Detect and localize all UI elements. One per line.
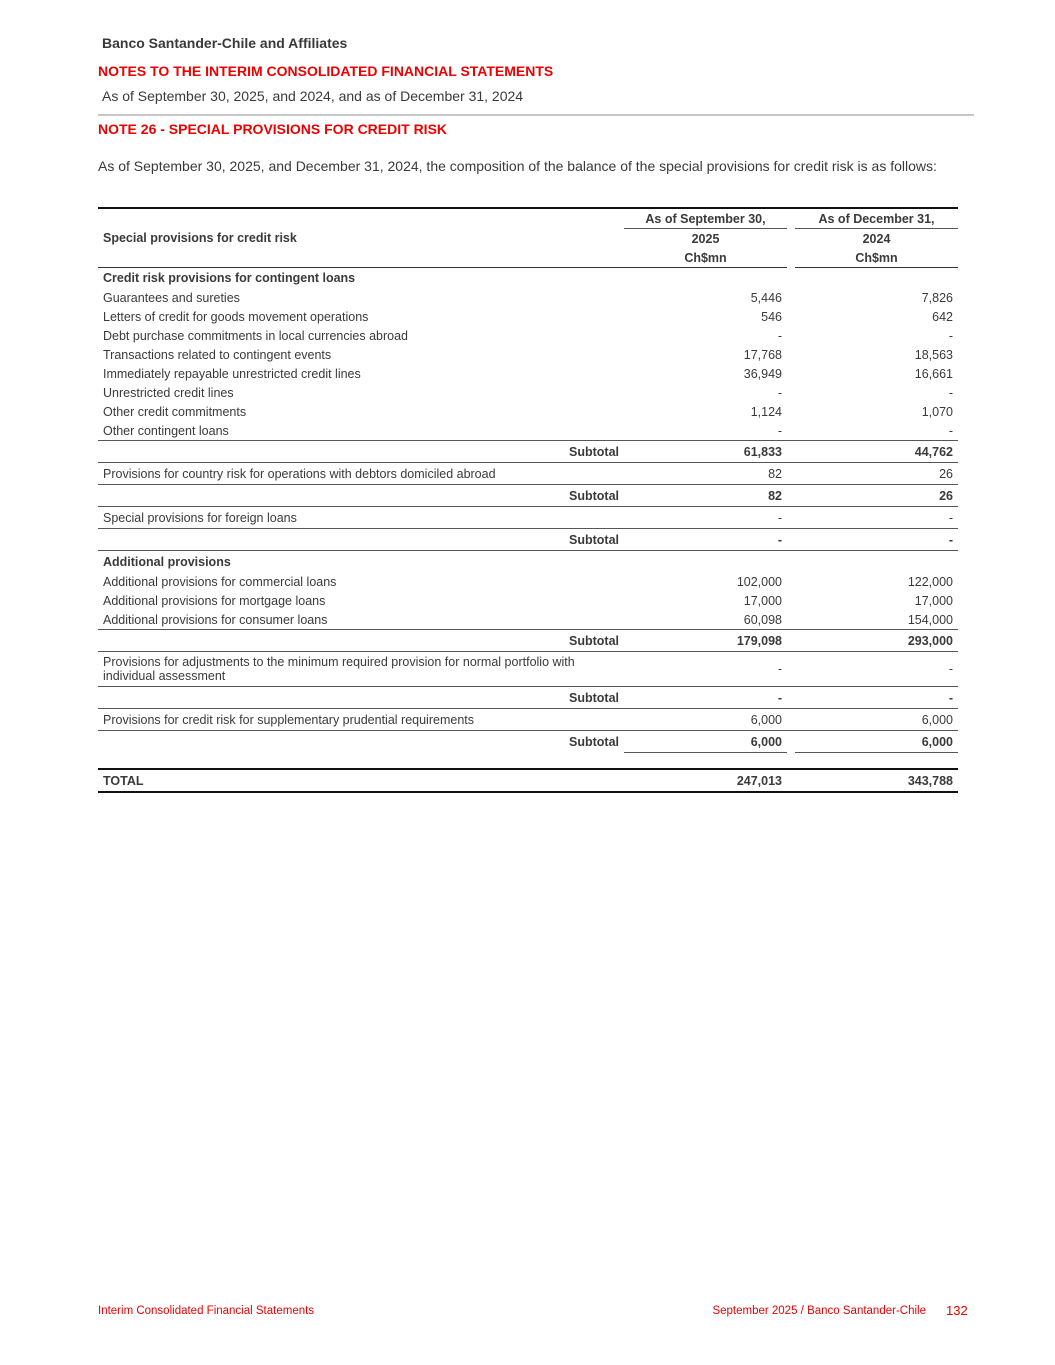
row-label: Debt purchase commitments in local currencies abroad — [103, 328, 408, 343]
row-value-2025: 82 — [624, 463, 787, 485]
subtotal-value-2025: - — [624, 687, 787, 709]
row-label: Provisions for country risk for operations with debtors domiciled abroad — [98, 463, 624, 485]
note-title: NOTE 26 - SPECIAL PROVISIONS FOR CREDIT RISK — [98, 121, 448, 137]
header-divider — [98, 114, 974, 116]
subtotal-value-2025: 179,098 — [624, 630, 787, 652]
subtotal-row — [98, 441, 958, 463]
subtotal-row — [98, 731, 958, 753]
row-label: Transactions related to contingent events — [103, 347, 332, 362]
subtotal-value-2024: 26 — [795, 485, 958, 507]
table-row — [98, 610, 958, 630]
row-label: Other contingent loans — [103, 423, 229, 438]
row-label: Other credit commitments — [103, 404, 247, 419]
row-label: Letters of credit for goods movement operations — [103, 309, 369, 324]
as-of-subtitle: As of September 30, 2025, and 2024, and as of December 31, 2024 — [102, 88, 524, 104]
group-title-row — [98, 551, 958, 573]
subtotal-label: Subtotal — [98, 630, 624, 652]
table-row — [98, 364, 958, 383]
subtotal-row — [98, 630, 958, 652]
group-title: Additional provisions — [98, 551, 624, 573]
header-col1-period: As of September 30, — [624, 208, 787, 229]
company-name: Banco Santander-Chile and Affiliates — [102, 35, 348, 51]
subtotal-label: Subtotal — [98, 731, 624, 753]
row-label: Immediately repayable unrestricted credit lines — [103, 366, 361, 381]
group-title-row — [98, 268, 958, 289]
row-label: Additional provisions for mortgage loans — [103, 593, 326, 608]
table-row — [98, 307, 958, 326]
subtotal-row — [98, 687, 958, 709]
notes-title: NOTES TO THE INTERIM CONSOLIDATED FINANCIAL STATEMENTS — [98, 63, 554, 79]
table-row — [98, 463, 958, 485]
table-row — [98, 326, 958, 345]
row-value-2024: 26 — [795, 463, 958, 485]
footer-separator: / — [797, 1305, 808, 1317]
row-value-2024: 16,661 — [914, 366, 953, 381]
provisions-table — [98, 207, 958, 793]
row-value-2025: 60,098 — [743, 612, 782, 627]
row-value-2024: 642 — [932, 309, 953, 324]
total-value-2025: 247,013 — [624, 769, 787, 792]
row-value-2024: - — [948, 328, 953, 343]
subtotal-row — [98, 529, 958, 551]
row-value-2024: - — [948, 385, 953, 400]
row-label: Guarantees and sureties — [103, 290, 240, 305]
subtotal-label: Subtotal — [98, 687, 624, 709]
row-value-2024: 7,826 — [921, 290, 953, 305]
row-value-2024: 154,000 — [907, 612, 953, 627]
subtotal-value-2025: - — [624, 529, 787, 551]
subtotal-value-2025: 82 — [624, 485, 787, 507]
header-col1-year: 2025 — [691, 231, 720, 246]
header-col2-year: 2024 — [862, 231, 891, 246]
subtotal-value-2024: 44,762 — [795, 441, 958, 463]
row-value-2024: - — [795, 507, 958, 529]
row-value-2025: 6,000 — [624, 709, 787, 731]
table-row — [98, 709, 958, 731]
footer-document-title: Interim Consolidated Financial Statements — [98, 1305, 315, 1317]
table-row — [98, 591, 958, 610]
subtotal-value-2024: 293,000 — [795, 630, 958, 652]
row-label: Special provisions for foreign loans — [98, 507, 624, 529]
row-label: Additional provisions for consumer loans — [103, 612, 328, 627]
row-value-2025: 546 — [761, 309, 782, 324]
subtotal-value-2024: - — [795, 529, 958, 551]
table-row — [98, 383, 958, 402]
row-value-2025: - — [777, 328, 782, 343]
group-title: Credit risk provisions for contingent loans — [103, 271, 356, 285]
total-value-2024: 343,788 — [795, 769, 958, 792]
total-row — [98, 769, 958, 792]
footer-bank: Banco Santander-Chile — [807, 1305, 926, 1317]
table-row — [98, 402, 958, 421]
subtotal-label: Subtotal — [98, 441, 624, 463]
row-value-2025: 17,000 — [743, 593, 782, 608]
subtotal-value-2025: 61,833 — [624, 441, 787, 463]
row-label: Additional provisions for commercial loans — [103, 574, 337, 589]
row-value-2024: 17,000 — [914, 593, 953, 608]
header-col2-unit: Ch$mn — [795, 248, 958, 268]
row-label: Unrestricted credit lines — [103, 385, 234, 400]
intro-paragraph: As of September 30, 2025, and December 31, 2024, the composition of the balance of the special provisions for credit risk is as follows: — [98, 158, 937, 174]
header-col2-period: As of December 31, — [795, 208, 958, 229]
row-value-2025: 36,949 — [743, 366, 782, 381]
subtotal-label: Subtotal — [98, 529, 624, 551]
footer-period: September 2025 — [712, 1305, 798, 1317]
table-row — [98, 507, 958, 529]
header-desc: Special provisions for credit risk — [98, 208, 624, 268]
subtotal-value-2025: 6,000 — [624, 731, 787, 753]
row-value-2025: - — [624, 652, 787, 687]
row-label: Provisions for credit risk for supplementary prudential requirements — [98, 709, 624, 731]
row-value-2024: - — [948, 423, 953, 438]
row-value-2025: - — [777, 385, 782, 400]
page-number: 132 — [946, 1303, 968, 1318]
row-value-2025: 5,446 — [750, 290, 782, 305]
table-header-row — [98, 208, 958, 229]
row-value-2024: 122,000 — [907, 574, 953, 589]
table-row — [98, 421, 958, 441]
row-value-2024: - — [795, 652, 958, 687]
row-value-2025: 1,124 — [750, 404, 782, 419]
header-col1-unit: Ch$mn — [624, 248, 787, 268]
table-row — [98, 345, 958, 364]
row-value-2025: - — [777, 423, 782, 438]
table-row — [98, 652, 958, 687]
subtotal-value-2024: - — [795, 687, 958, 709]
table-row — [98, 572, 958, 591]
row-value-2025: 102,000 — [736, 574, 782, 589]
row-value-2025: 17,768 — [743, 347, 782, 362]
subtotal-row — [98, 485, 958, 507]
footer-period-bank — [712, 1305, 926, 1317]
row-value-2024: 18,563 — [914, 347, 953, 362]
row-value-2025: - — [624, 507, 787, 529]
subtotal-value-2024: 6,000 — [795, 731, 958, 753]
subtotal-label: Subtotal — [98, 485, 624, 507]
row-value-2024: 1,070 — [921, 404, 953, 419]
row-label: Provisions for adjustments to the minimum required provision for normal portfolio with individual assessment — [98, 652, 624, 687]
row-value-2024: 6,000 — [795, 709, 958, 731]
table-row — [98, 288, 958, 307]
total-label: TOTAL — [98, 769, 624, 792]
